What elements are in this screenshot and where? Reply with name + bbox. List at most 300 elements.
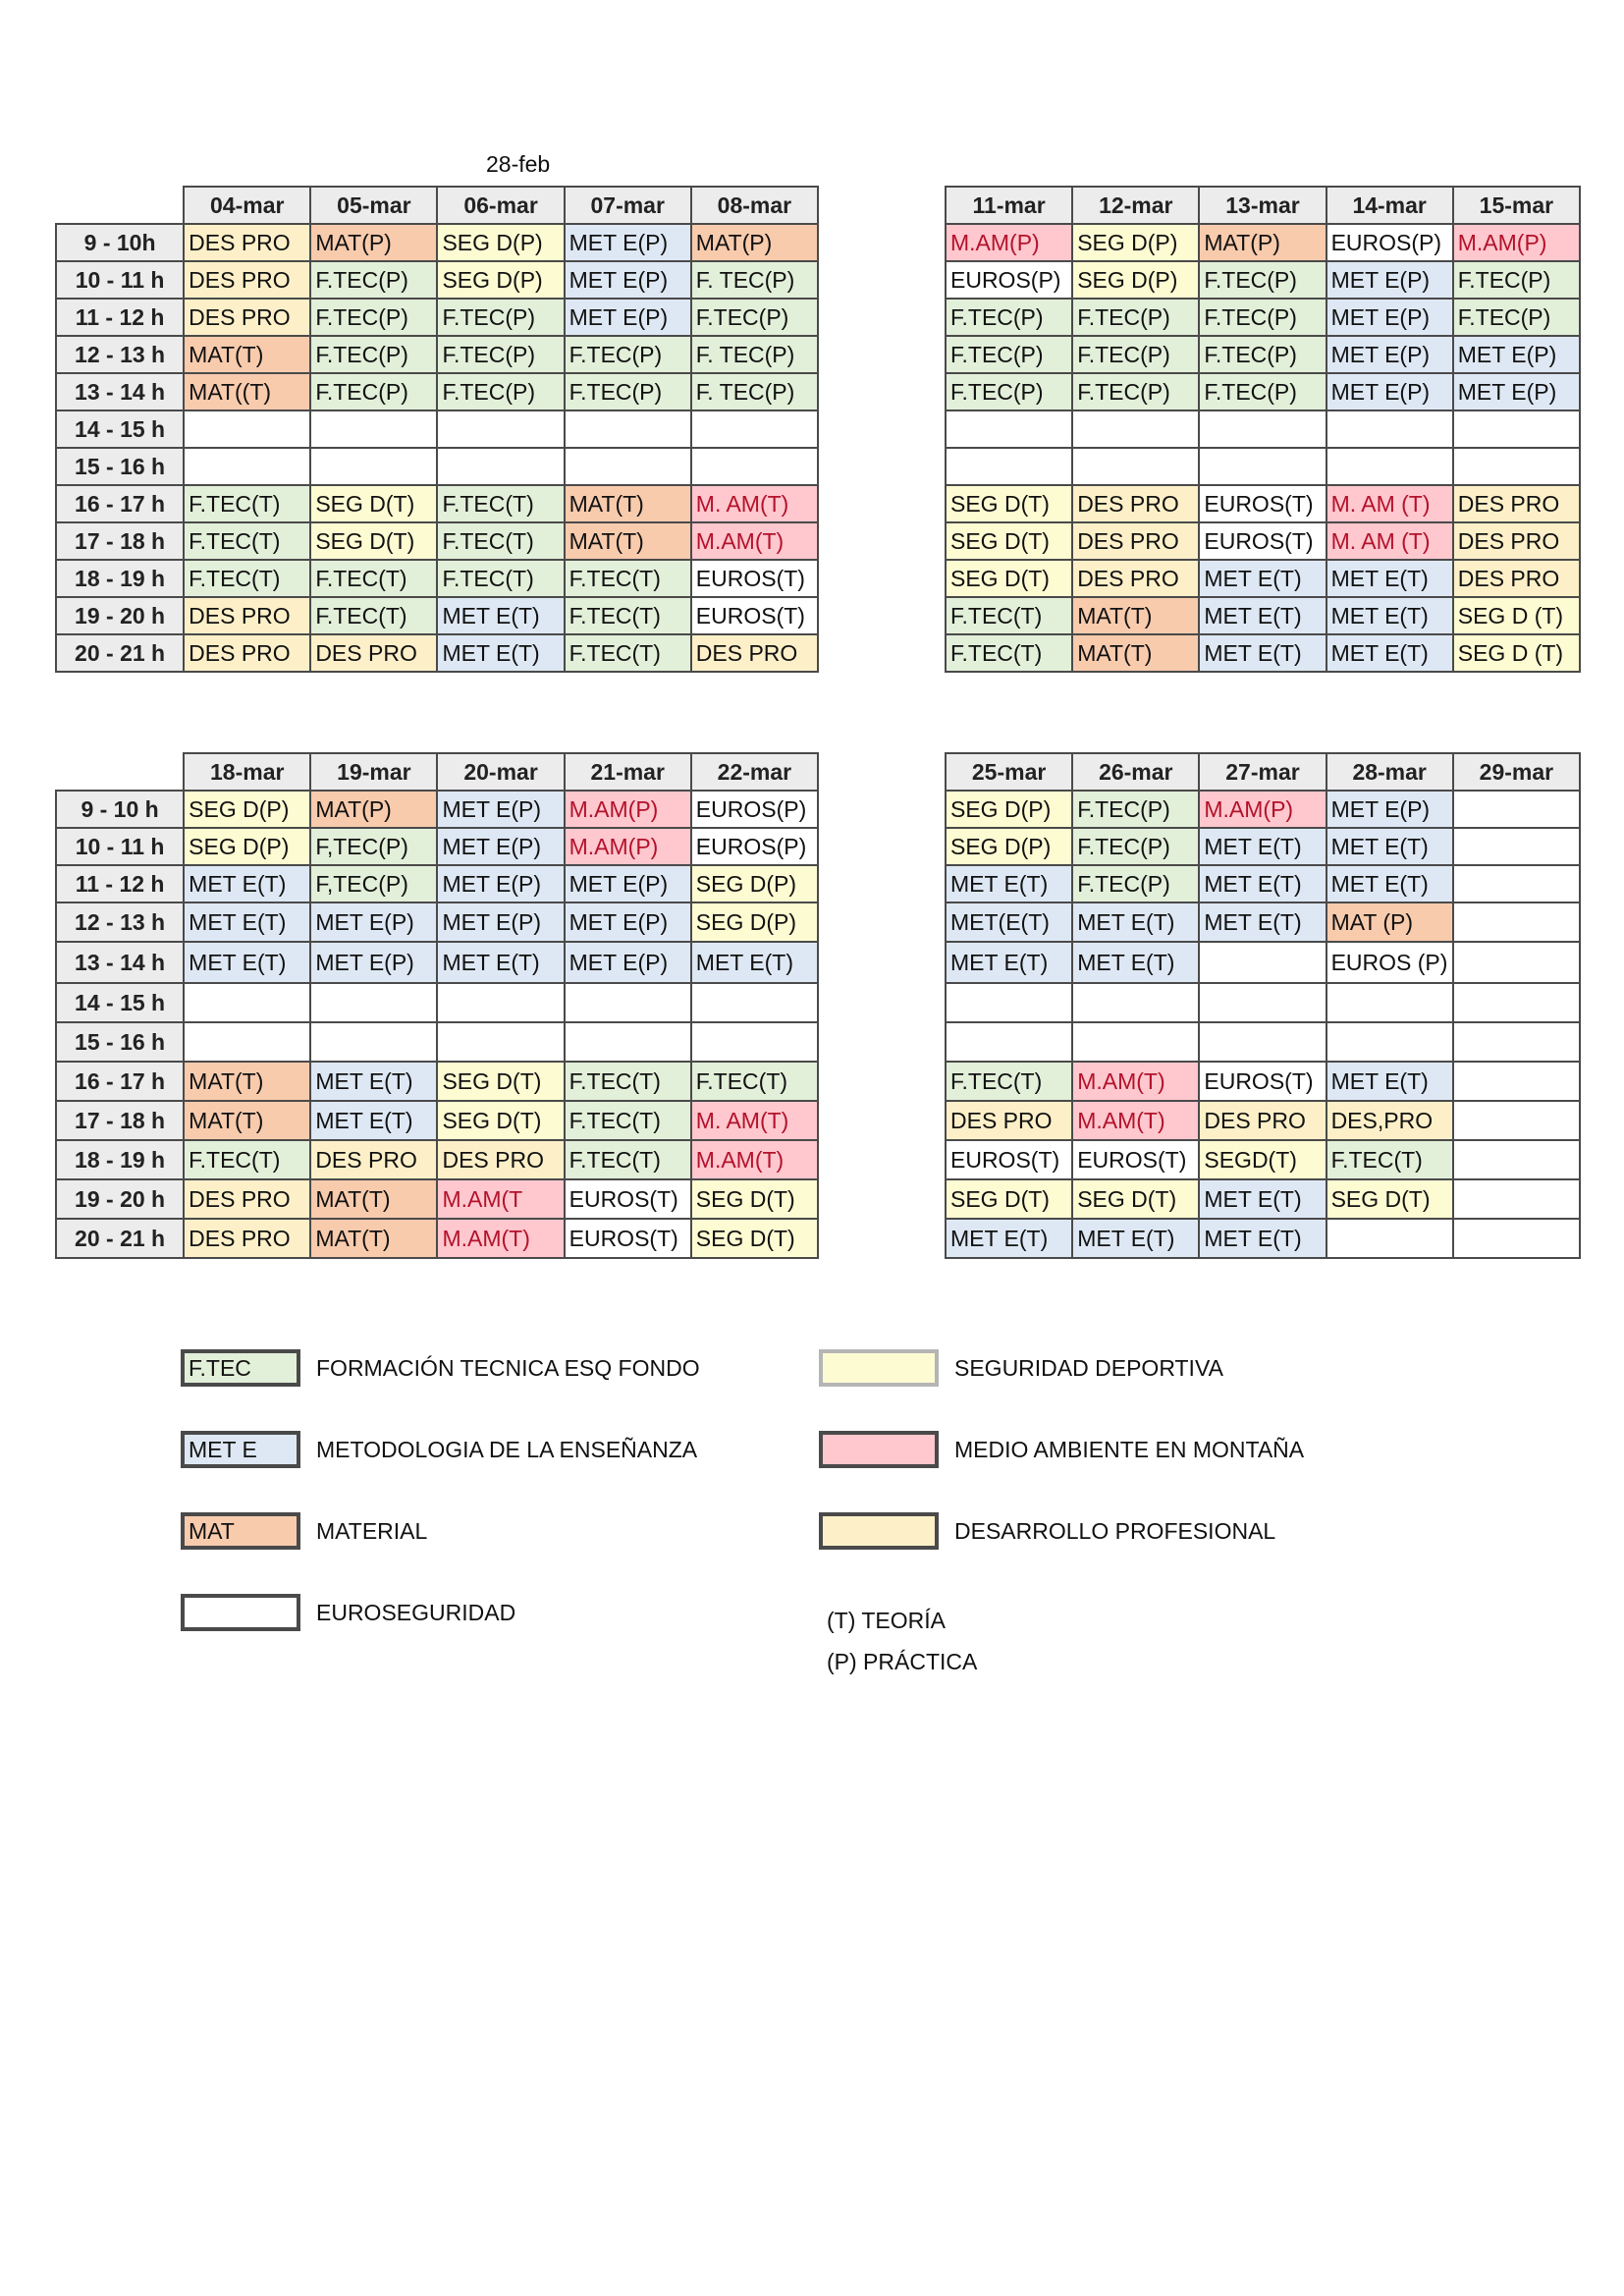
schedule-cell: MET E(P)	[565, 299, 691, 336]
schedule-cell: MAT(P)	[691, 224, 818, 261]
schedule-cell: MET E(T)	[310, 1101, 437, 1140]
schedule-cell: EUROS(T)	[1199, 522, 1326, 560]
schedule-cell: M. AM(T)	[691, 1101, 818, 1140]
table-row	[946, 560, 1580, 597]
schedule-cell: F.TEC(P)	[946, 299, 1072, 336]
schedule-cell: F.TEC(P)	[437, 336, 564, 373]
schedule-cell: F.TEC(P)	[310, 336, 437, 373]
hour-label: 11 - 12 h	[56, 865, 184, 902]
schedule-cell: MAT(T)	[184, 1101, 310, 1140]
table-row	[56, 448, 818, 485]
schedule-cell: F.TEC(P)	[1199, 373, 1326, 410]
schedule-cell: MET E(P)	[1326, 336, 1453, 373]
schedule-cell	[437, 983, 564, 1022]
schedule-cell: EUROS(P)	[1326, 224, 1453, 261]
schedule-cell	[310, 983, 437, 1022]
day-header-row	[56, 753, 818, 791]
schedule-cell: M.AM(T)	[691, 1140, 818, 1179]
legend-label-mam: MEDIO AMBIENTE EN MONTAÑA	[954, 1437, 1305, 1462]
day-header-row	[56, 187, 818, 224]
hour-label: 14 - 15 h	[56, 983, 184, 1022]
schedule-cell	[310, 448, 437, 485]
schedule-cell: MET E(T)	[1072, 942, 1199, 983]
schedule-cell: MET E(T)	[437, 634, 564, 672]
schedule-cell: M.AM(P)	[1199, 791, 1326, 828]
schedule-cell: F.TEC(P)	[1199, 299, 1326, 336]
legend-swatch-mete: MET E	[181, 1431, 300, 1468]
schedule-cell: DES PRO	[1453, 522, 1580, 560]
schedule-cell: MAT(T)	[1072, 597, 1199, 634]
schedule-cell: F. TEC(P)	[691, 261, 818, 299]
hour-label: 9 - 10 h	[56, 791, 184, 828]
table-row	[946, 634, 1580, 672]
schedule-cell: F.TEC(T)	[184, 522, 310, 560]
hour-label: 15 - 16 h	[56, 1022, 184, 1062]
table-row	[946, 791, 1580, 828]
schedule-cell: SEG D(T)	[310, 485, 437, 522]
schedule-cell: MET E(T)	[1072, 902, 1199, 942]
schedule-cell: MET E(T)	[691, 942, 818, 983]
schedule-cell: M.AM(T	[437, 1179, 564, 1219]
schedule-cell: SEG D(T)	[691, 1179, 818, 1219]
schedule-cell: MET E(T)	[946, 865, 1072, 902]
schedule-cell: SEG D(P)	[946, 791, 1072, 828]
schedule-cell	[437, 448, 564, 485]
schedule-cell: MET E(P)	[565, 865, 691, 902]
day-header: 20-mar	[437, 753, 564, 791]
table-row	[946, 942, 1580, 983]
schedule-cell: MAT(P)	[1199, 224, 1326, 261]
schedule-cell: MET E(P)	[565, 224, 691, 261]
schedule-cell: F.TEC(P)	[946, 373, 1072, 410]
day-header: 29-mar	[1453, 753, 1580, 791]
schedule-cell: M. AM(T)	[691, 485, 818, 522]
schedule-cell	[310, 1022, 437, 1062]
schedule-cell: MET E(P)	[1453, 373, 1580, 410]
day-header-row	[946, 753, 1580, 791]
schedule-week-4	[945, 752, 1581, 1259]
legend-swatch-mat: MAT	[181, 1512, 300, 1550]
schedule-cell: SEG D (T)	[1453, 634, 1580, 672]
legend-label-des: DESARROLLO PROFESIONAL	[954, 1518, 1276, 1544]
schedule-cell: MET E(T)	[1199, 865, 1326, 902]
table-row	[56, 634, 818, 672]
schedule-cell	[1453, 410, 1580, 448]
schedule-cell: EUROS(T)	[565, 1179, 691, 1219]
table-row	[56, 560, 818, 597]
table-row	[946, 1022, 1580, 1062]
table-row	[56, 1101, 818, 1140]
table-row	[946, 448, 1580, 485]
schedule-cell: SEG D(T)	[946, 1179, 1072, 1219]
day-header: 18-mar	[184, 753, 310, 791]
schedule-cell	[1453, 448, 1580, 485]
schedule-cell: MET E(T)	[437, 597, 564, 634]
legend-label-ftec: FORMACIÓN TECNICA ESQ FONDO	[316, 1355, 700, 1381]
schedule-cell: DES PRO	[1072, 522, 1199, 560]
hour-label: 18 - 19 h	[56, 560, 184, 597]
hour-label: 12 - 13 h	[56, 902, 184, 942]
schedule-cell: DES PRO	[1072, 560, 1199, 597]
legend-label-euros: EUROSEGURIDAD	[316, 1600, 516, 1625]
schedule-cell: M.AM(P)	[565, 791, 691, 828]
hour-label: 16 - 17 h	[56, 1062, 184, 1101]
schedule-cell: EUROS(T)	[565, 1219, 691, 1258]
schedule-cell	[437, 1022, 564, 1062]
schedule-cell	[565, 1022, 691, 1062]
hour-label: 13 - 14 h	[56, 373, 184, 410]
schedule-cell: F.TEC(T)	[565, 1140, 691, 1179]
schedule-cell: DES PRO	[184, 1179, 310, 1219]
schedule-cell: F.TEC(T)	[437, 560, 564, 597]
schedule-cell: DES PRO	[1199, 1101, 1326, 1140]
schedule-cell: SEG D(T)	[437, 1101, 564, 1140]
table-row	[946, 299, 1580, 336]
table-row	[946, 983, 1580, 1022]
schedule-cell: MAT (P)	[1326, 902, 1453, 942]
schedule-cell: F.TEC(P)	[1199, 261, 1326, 299]
schedule-cell: M. AM (T)	[1326, 485, 1453, 522]
schedule-cell	[565, 448, 691, 485]
schedule-cell: MET E(T)	[1326, 597, 1453, 634]
table-row	[56, 1062, 818, 1101]
schedule-cell	[946, 448, 1072, 485]
legend-swatch-ftec: F.TEC	[181, 1349, 300, 1387]
hour-label: 19 - 20 h	[56, 1179, 184, 1219]
schedule-cell: F.TEC(T)	[437, 522, 564, 560]
day-header: 14-mar	[1326, 187, 1453, 224]
day-header: 04-mar	[184, 187, 310, 224]
schedule-cell: M.AM(T)	[437, 1219, 564, 1258]
schedule-cell: MET E(T)	[1199, 902, 1326, 942]
legend-note-teoria: (T) TEORÍA	[827, 1608, 946, 1633]
schedule-week-1	[55, 186, 819, 673]
table-row	[56, 373, 818, 410]
table-row	[56, 828, 818, 865]
schedule-cell: EUROS(T)	[1199, 485, 1326, 522]
schedule-cell: F.TEC(P)	[1072, 828, 1199, 865]
schedule-cell: MET E(T)	[1199, 828, 1326, 865]
hour-label: 9 - 10h	[56, 224, 184, 261]
schedule-cell	[1326, 410, 1453, 448]
schedule-cell: F.TEC(T)	[565, 1101, 691, 1140]
schedule-cell: F.TEC(P)	[1199, 336, 1326, 373]
schedule-cell	[1199, 448, 1326, 485]
schedule-cell: MET E(T)	[1326, 634, 1453, 672]
schedule-cell: F.TEC(P)	[310, 373, 437, 410]
schedule-cell: MET E(P)	[1326, 373, 1453, 410]
schedule-cell: M.AM(P)	[565, 828, 691, 865]
table-row	[56, 865, 818, 902]
day-header-row	[946, 187, 1580, 224]
table-row	[946, 1101, 1580, 1140]
schedule-cell: F.TEC(P)	[310, 299, 437, 336]
schedule-cell: MET E(P)	[437, 791, 564, 828]
day-header: 11-mar	[946, 187, 1072, 224]
table-row	[56, 410, 818, 448]
hour-label: 15 - 16 h	[56, 448, 184, 485]
schedule-cell: MET E(T)	[946, 1219, 1072, 1258]
schedule-cell: MAT(T)	[184, 1062, 310, 1101]
schedule-cell: F.TEC(P)	[437, 373, 564, 410]
schedule-cell: F.TEC(P)	[565, 373, 691, 410]
legend-label-mete: METODOLOGIA DE LA ENSEÑANZA	[316, 1437, 698, 1462]
schedule-cell	[1453, 1022, 1580, 1062]
schedule-cell: MAT(T)	[565, 485, 691, 522]
schedule-cell: DES PRO	[1072, 485, 1199, 522]
legend-swatch-mam	[819, 1431, 939, 1468]
schedule-cell: DES PRO	[310, 1140, 437, 1179]
schedule-cell: EUROS(P)	[691, 791, 818, 828]
schedule-cell: F,TEC(P)	[310, 828, 437, 865]
schedule-cell: F.TEC(P)	[946, 336, 1072, 373]
schedule-cell	[1072, 1022, 1199, 1062]
schedule-cell: F.TEC(T)	[946, 634, 1072, 672]
schedule-cell: SEGD(T)	[1199, 1140, 1326, 1179]
schedule-cell: F.TEC(P)	[1072, 865, 1199, 902]
day-header: 12-mar	[1072, 187, 1199, 224]
legend-swatch-euros	[181, 1594, 300, 1631]
hour-label: 18 - 19 h	[56, 1140, 184, 1179]
schedule-cell: SEG D(T)	[437, 1062, 564, 1101]
schedule-cell: MAT(T)	[565, 522, 691, 560]
schedule-cell: F.TEC(T)	[691, 1062, 818, 1101]
schedule-cell: SEG D(P)	[691, 865, 818, 902]
schedule-cell: DES PRO	[691, 634, 818, 672]
table-row	[56, 791, 818, 828]
schedule-cell: SEG D(P)	[437, 224, 564, 261]
schedule-cell: MAT(P)	[310, 224, 437, 261]
schedule-cell: DES PRO	[1453, 485, 1580, 522]
schedule-cell: SEG D(T)	[1072, 1179, 1199, 1219]
schedule-cell: EUROS (P)	[1326, 942, 1453, 983]
schedule-cell: MET E(P)	[437, 902, 564, 942]
schedule-cell: DES PRO	[184, 261, 310, 299]
schedule-cell: MET E(T)	[1199, 560, 1326, 597]
table-row	[946, 336, 1580, 373]
schedule-cell: EUROS(T)	[946, 1140, 1072, 1179]
schedule-cell	[1326, 1219, 1453, 1258]
table-row	[946, 1140, 1580, 1179]
day-header: 07-mar	[565, 187, 691, 224]
schedule-cell	[691, 448, 818, 485]
schedule-cell: EUROS(T)	[691, 560, 818, 597]
schedule-cell: EUROS(P)	[691, 828, 818, 865]
schedule-cell: DES PRO	[184, 224, 310, 261]
schedule-cell: MET E(T)	[1199, 634, 1326, 672]
schedule-cell	[1072, 448, 1199, 485]
schedule-cell: MET E(T)	[1326, 865, 1453, 902]
schedule-cell	[1199, 1022, 1326, 1062]
schedule-cell	[1072, 983, 1199, 1022]
day-header: 25-mar	[946, 753, 1072, 791]
schedule-cell	[184, 1022, 310, 1062]
schedule-cell: F.TEC(T)	[565, 1062, 691, 1101]
schedule-cell	[1453, 1140, 1580, 1179]
schedule-week-3	[55, 752, 819, 1259]
schedule-cell	[1453, 828, 1580, 865]
schedule-cell: SEG D(P)	[184, 791, 310, 828]
schedule-cell: MET E(T)	[437, 942, 564, 983]
hour-label: 11 - 12 h	[56, 299, 184, 336]
day-header: 22-mar	[691, 753, 818, 791]
schedule-cell: SEG D(P)	[1072, 224, 1199, 261]
schedule-cell: MET E(T)	[184, 942, 310, 983]
schedule-cell: M.AM(T)	[1072, 1062, 1199, 1101]
day-header: 21-mar	[565, 753, 691, 791]
schedule-cell	[1199, 942, 1326, 983]
schedule-cell: MAT(T)	[184, 336, 310, 373]
schedule-cell: F.TEC(T)	[184, 560, 310, 597]
hour-label: 12 - 13 h	[56, 336, 184, 373]
schedule-cell: F.TEC(P)	[1072, 336, 1199, 373]
schedule-cell: MET E(P)	[1326, 261, 1453, 299]
day-header: 19-mar	[310, 753, 437, 791]
table-row	[946, 597, 1580, 634]
table-row	[56, 224, 818, 261]
table-row	[56, 902, 818, 942]
schedule-cell	[1453, 865, 1580, 902]
schedule-cell: F.TEC(T)	[946, 597, 1072, 634]
schedule-cell: F. TEC(P)	[691, 373, 818, 410]
schedule-cell: F,TEC(P)	[310, 865, 437, 902]
schedule-cell: F.TEC(P)	[1072, 299, 1199, 336]
schedule-cell: MET E(P)	[1326, 299, 1453, 336]
schedule-cell: MET E(P)	[1453, 336, 1580, 373]
schedule-cell: MET E(T)	[1326, 828, 1453, 865]
schedule-cell: M. AM (T)	[1326, 522, 1453, 560]
schedule-cell: F.TEC(T)	[184, 1140, 310, 1179]
hour-label: 20 - 21 h	[56, 1219, 184, 1258]
schedule-cell	[1072, 410, 1199, 448]
schedule-cell: F.TEC(P)	[1453, 261, 1580, 299]
table-row	[946, 410, 1580, 448]
schedule-cell: SEG D(T)	[946, 485, 1072, 522]
schedule-cell: MET E(P)	[437, 828, 564, 865]
schedule-cell	[946, 1022, 1072, 1062]
schedule-cell: MET E(T)	[1199, 1179, 1326, 1219]
schedule-cell	[1453, 1101, 1580, 1140]
schedule-cell: EUROS(T)	[691, 597, 818, 634]
table-row	[56, 983, 818, 1022]
schedule-cell	[1326, 1022, 1453, 1062]
hour-label: 10 - 11 h	[56, 828, 184, 865]
table-row	[946, 828, 1580, 865]
day-header: 06-mar	[437, 187, 564, 224]
hour-label: 16 - 17 h	[56, 485, 184, 522]
schedule-cell: SEG D(P)	[437, 261, 564, 299]
schedule-cell: F.TEC(P)	[310, 261, 437, 299]
schedule-cell: DES PRO	[437, 1140, 564, 1179]
schedule-cell: SEG D(T)	[946, 522, 1072, 560]
table-row	[946, 1219, 1580, 1258]
schedule-cell: MET E(P)	[565, 261, 691, 299]
schedule-cell: DES,PRO	[1326, 1101, 1453, 1140]
schedule-cell	[565, 983, 691, 1022]
schedule-cell	[1453, 1219, 1580, 1258]
schedule-cell: F.TEC(T)	[1326, 1140, 1453, 1179]
schedule-cell: MAT(P)	[310, 791, 437, 828]
hour-label: 20 - 21 h	[56, 634, 184, 672]
schedule-cell: MAT(T)	[1072, 634, 1199, 672]
schedule-cell: F.TEC(T)	[565, 597, 691, 634]
table-row	[56, 522, 818, 560]
hour-label: 17 - 18 h	[56, 1101, 184, 1140]
schedule-cell: MET E(T)	[310, 1062, 437, 1101]
day-header: 28-mar	[1326, 753, 1453, 791]
schedule-cell: F. TEC(P)	[691, 336, 818, 373]
schedule-cell: MET E(T)	[184, 865, 310, 902]
schedule-cell: MET E(T)	[1199, 1219, 1326, 1258]
schedule-cell	[184, 448, 310, 485]
table-row	[946, 522, 1580, 560]
schedule-cell: SEG D (T)	[1453, 597, 1580, 634]
schedule-cell: MET E(T)	[1072, 1219, 1199, 1258]
schedule-cell: SEG D(T)	[310, 522, 437, 560]
table-row	[56, 1179, 818, 1219]
schedule-cell	[1453, 1062, 1580, 1101]
legend-label-mat: MATERIAL	[316, 1518, 428, 1544]
schedule-cell: DES PRO	[310, 634, 437, 672]
schedule-cell	[691, 1022, 818, 1062]
schedule-cell: SEG D(P)	[184, 828, 310, 865]
schedule-cell	[946, 983, 1072, 1022]
schedule-cell	[1199, 410, 1326, 448]
schedule-cell	[1453, 902, 1580, 942]
table-row	[946, 865, 1580, 902]
schedule-cell: SEG D(P)	[1072, 261, 1199, 299]
schedule-cell: F.TEC(P)	[565, 336, 691, 373]
day-header: 13-mar	[1199, 187, 1326, 224]
schedule-cell	[1453, 942, 1580, 983]
schedule-cell: EUROS(T)	[1072, 1140, 1199, 1179]
schedule-cell: EUROS(T)	[1199, 1062, 1326, 1101]
schedule-cell: F.TEC(T)	[946, 1062, 1072, 1101]
table-row	[946, 224, 1580, 261]
legend-swatch-seg	[819, 1349, 939, 1387]
top-date-caption: 28-feb	[486, 151, 551, 177]
schedule-cell: MET E(T)	[1326, 1062, 1453, 1101]
table-row	[56, 336, 818, 373]
schedule-cell: SEG D(T)	[946, 560, 1072, 597]
schedule-cell: MET E(T)	[946, 942, 1072, 983]
schedule-cell: MET E(T)	[184, 902, 310, 942]
schedule-cell: EUROS(P)	[946, 261, 1072, 299]
hour-label: 10 - 11 h	[56, 261, 184, 299]
schedule-cell: M.AM(P)	[946, 224, 1072, 261]
schedule-cell	[691, 983, 818, 1022]
schedule-cell: DES PRO	[184, 1219, 310, 1258]
schedule-cell	[1453, 1179, 1580, 1219]
schedule-cell	[691, 410, 818, 448]
hour-label: 19 - 20 h	[56, 597, 184, 634]
table-row	[946, 373, 1580, 410]
legend-note-practica: (P) PRÁCTICA	[827, 1649, 978, 1674]
schedule-cell: F.TEC(T)	[310, 597, 437, 634]
legend-swatch-des	[819, 1512, 939, 1550]
day-header: 27-mar	[1199, 753, 1326, 791]
schedule-cell: F.TEC(T)	[437, 485, 564, 522]
schedule-cell: MET(E(T)	[946, 902, 1072, 942]
day-header: 26-mar	[1072, 753, 1199, 791]
schedule-cell: M.AM(T)	[691, 522, 818, 560]
schedule-cell: DES PRO	[184, 597, 310, 634]
schedule-cell: SEG D(P)	[691, 902, 818, 942]
schedule-cell: MAT(T)	[310, 1179, 437, 1219]
schedule-cell	[310, 410, 437, 448]
schedule-cell	[1199, 983, 1326, 1022]
schedule-cell	[184, 983, 310, 1022]
